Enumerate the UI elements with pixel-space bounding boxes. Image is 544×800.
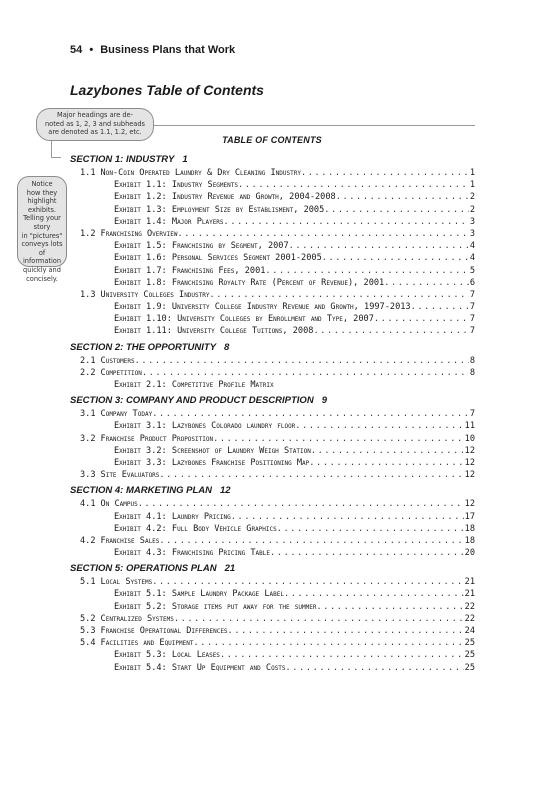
- toc-exhibit-row: [70, 601, 475, 613]
- entry-page-number: 12: [464, 445, 475, 456]
- entry-text: Exhibit 3.2: Screenshot of Laundry Weigh Station: [114, 445, 311, 456]
- toc-exhibit-row: [70, 216, 475, 228]
- entry-page-number: 8: [469, 355, 475, 366]
- dot-leader: [228, 625, 464, 637]
- entry-text: Exhibit 5.3: Local Leases: [114, 650, 220, 661]
- dot-leader: [135, 355, 469, 367]
- entry-page-number: 25: [464, 650, 475, 661]
- subhead-number: 5.4: [80, 638, 96, 649]
- subhead-number: 3.2: [80, 433, 96, 444]
- book-title: Business Plans that Work: [100, 44, 236, 56]
- entry-text: Exhibit 3.3: Lazybones Franchise Positioning Map: [114, 457, 310, 468]
- dot-leader: [159, 535, 463, 547]
- dot-leader: [309, 457, 463, 469]
- dot-leader: [138, 498, 464, 510]
- toc-exhibit-row: [70, 379, 475, 391]
- subhead-number: 2.1: [80, 355, 96, 366]
- entry-text: Exhibit 1.10: University Colleges by Enrollment and Type, 2007: [114, 314, 374, 325]
- toc-subhead-row: [70, 637, 475, 649]
- toc-exhibit-row: [70, 649, 475, 661]
- entry-page-number: 7: [469, 409, 475, 420]
- entry-text: Exhibit 5.1: Sample Laundry Package Label: [114, 589, 284, 600]
- entry-text: University Colleges Industry: [100, 289, 210, 300]
- subhead-number: 2.2: [80, 367, 96, 378]
- entry-page-number: 12: [464, 457, 475, 468]
- toc-exhibit-row: [70, 191, 475, 203]
- dot-leader: [411, 301, 469, 313]
- dot-leader: [284, 588, 464, 600]
- entry-page-number: 12: [464, 499, 475, 510]
- dot-leader: [322, 252, 469, 264]
- section-heading: [70, 393, 475, 408]
- entry-page-number: 7: [469, 289, 475, 300]
- entry-page-number: 1: [469, 180, 475, 191]
- entry-text: Exhibit 5.2: Storage items put away for the summer: [114, 601, 317, 612]
- dot-leader: [159, 469, 463, 481]
- toc-subhead-row: [70, 625, 475, 637]
- callout-line: conveys lots of: [21, 240, 63, 257]
- toc-subhead-row: [70, 355, 475, 367]
- entry-page-number: 18: [464, 535, 475, 546]
- dot-leader: [289, 240, 469, 252]
- subhead-number: 3.1: [80, 409, 96, 420]
- dot-leader: [270, 547, 464, 559]
- toc-exhibit-row: [70, 265, 475, 277]
- subhead-number: 1.1: [80, 168, 96, 178]
- section-heading: [70, 561, 475, 576]
- section-title: SECTION 5: OPERATIONS PLAN: [70, 563, 217, 575]
- toc-exhibit-row: [70, 313, 475, 325]
- entry-text: Exhibit 4.2: Full Body Vehicle Graphics: [114, 523, 277, 534]
- page-number: 54: [70, 44, 83, 56]
- entry-text: Exhibit 1.2: Industry Revenue and Growth, 2004-2008: [114, 192, 336, 203]
- dot-leader: [142, 367, 469, 379]
- section-page-number: 12: [219, 485, 231, 497]
- entry-page-number: 10: [464, 433, 475, 444]
- toc-exhibit-row: [70, 445, 475, 457]
- subhead-number: 5.3: [80, 626, 96, 636]
- subhead-number: 1.3: [80, 289, 96, 300]
- toc-subhead-row: [70, 433, 475, 445]
- entry-text: Exhibit 1.8: Franchising Royalty Rate (Percent of Revenue), 2001: [114, 277, 385, 288]
- dot-leader: [374, 313, 469, 325]
- toc-exhibit-row: [70, 662, 475, 674]
- toc-exhibit-row: [70, 252, 475, 264]
- toc-exhibit-row: [70, 457, 475, 469]
- callout-line: Telling your story: [23, 214, 61, 231]
- toc-subhead-row: [70, 167, 475, 179]
- entry-text: Exhibit 5.4: Start Up Equipment and Costs: [114, 662, 286, 673]
- entry-text: Exhibit 2.1: Competitive Profile Matrix: [114, 380, 274, 390]
- subhead-number: 1.2: [80, 228, 96, 239]
- toc-exhibit-row: [70, 325, 475, 337]
- entry-text: Exhibit 4.3: Franchising Pricing Table: [114, 548, 271, 559]
- dot-leader: [336, 191, 469, 203]
- entry-text: Exhibit 1.6: Personal Services Segment 2001-2005: [114, 253, 322, 264]
- section-heading: [70, 483, 475, 498]
- entry-page-number: 22: [464, 613, 475, 624]
- section-page-number: 1: [182, 154, 188, 165]
- document-title: Lazybones Table of Contents: [70, 82, 264, 98]
- section-title: SECTION 3: COMPANY AND PRODUCT DESCRIPTION: [70, 395, 314, 407]
- dot-leader: [295, 420, 463, 432]
- dot-leader: [174, 613, 464, 625]
- toc-exhibit-row: [70, 179, 475, 191]
- entry-text: Exhibit 1.1: Industry Segments: [114, 180, 238, 191]
- subhead-number: 4.2: [80, 535, 96, 546]
- toc-subhead-row: [70, 289, 475, 301]
- entry-text: Site Evaluators: [100, 470, 160, 481]
- toc-subhead-row: [70, 613, 475, 625]
- dot-leader: [177, 228, 468, 240]
- callout-line: information: [22, 257, 62, 266]
- entry-text: Exhibit 1.3: Employment Size by Establisment, 2005: [114, 204, 325, 215]
- subhead-number: 5.2: [80, 613, 96, 624]
- callout-line: concisely.: [26, 274, 58, 283]
- toc-subhead-row: [70, 535, 475, 547]
- callout-connector: [154, 125, 475, 126]
- entry-text: Exhibit 4.1: Laundry Pricing: [114, 511, 231, 522]
- dot-leader: [311, 445, 464, 457]
- entry-page-number: 21: [464, 577, 475, 588]
- section-title: SECTION 4: MARKETING PLAN: [70, 485, 212, 497]
- toc-exhibit-row: [70, 204, 475, 216]
- toc-subhead-row: [70, 576, 475, 588]
- entry-text: Exhibit 1.9: University College Industry Revenue and Growth, 1997-2013: [114, 302, 411, 313]
- dot-leader: [209, 289, 468, 301]
- dot-leader: [152, 408, 469, 420]
- section-heading: [70, 152, 475, 167]
- section-page-number: 9: [321, 395, 327, 407]
- entry-page-number: 3: [469, 228, 475, 239]
- toc-exhibit-row: [70, 301, 475, 313]
- entry-text: Customers: [100, 355, 135, 366]
- entry-page-number: 6: [469, 277, 475, 288]
- dot-leader: [277, 523, 464, 535]
- dot-leader: [231, 511, 464, 523]
- toc-exhibit-row: [70, 277, 475, 289]
- callout-line: are denoted as 1.1, 1.2, etc.: [48, 128, 142, 137]
- entry-page-number: 18: [464, 523, 475, 534]
- toc-exhibit-row: [70, 523, 475, 535]
- entry-text: Non-Coin Operated Laundry & Dry Cleaning Industry: [100, 168, 301, 178]
- dot-leader: [224, 216, 469, 228]
- dot-leader: [324, 204, 469, 216]
- callout-line: in "pictures": [21, 231, 63, 240]
- callout-line: Major headings are de-: [57, 111, 133, 119]
- toc-exhibit-row: [70, 420, 475, 432]
- entry-page-number: 8: [469, 367, 475, 378]
- entry-page-number: 11: [464, 421, 475, 432]
- entry-page-number: 25: [464, 638, 475, 649]
- entry-page-number: 1: [469, 168, 475, 178]
- entry-text: Company Today: [100, 409, 153, 420]
- entry-page-number: 20: [464, 548, 475, 559]
- callout-line: noted as 1, 2, 3 and subheads: [45, 119, 145, 128]
- entry-page-number: 24: [464, 626, 475, 636]
- entry-text: Competition: [100, 367, 142, 378]
- entry-text: Franchise Operational Differences: [100, 626, 228, 636]
- toc-subhead-row: [70, 498, 475, 510]
- table-of-contents: [70, 150, 475, 674]
- entry-page-number: 7: [469, 326, 475, 337]
- toc-exhibit-row: [70, 547, 475, 559]
- callout-line: quickly and: [23, 265, 61, 274]
- entry-page-number: 4: [469, 253, 475, 264]
- entry-page-number: 21: [464, 589, 475, 600]
- toc-subhead-row: [70, 228, 475, 240]
- entry-page-number: 5: [469, 265, 475, 276]
- callout-line: highlight exhibits.: [27, 197, 57, 214]
- entry-page-number: 2: [469, 204, 475, 215]
- entry-page-number: 7: [469, 314, 475, 325]
- dot-leader: [265, 265, 468, 277]
- callout-connector: [51, 157, 61, 158]
- section-heading: [70, 340, 475, 355]
- toc-exhibit-row: [70, 240, 475, 252]
- entry-page-number: 4: [469, 241, 475, 252]
- entry-text: Exhibit 3.1: Lazybones Colorado laundry floor: [114, 421, 296, 432]
- entry-text: Exhibit 1.7: Franchising Fees, 2001: [114, 265, 266, 276]
- dot-leader: [316, 601, 463, 613]
- callout-exhibits-note: [17, 176, 67, 283]
- dot-leader: [193, 637, 463, 649]
- entry-text: Local Systems: [100, 577, 153, 588]
- entry-text: Exhibit 1.4: Major Players: [114, 216, 224, 227]
- subhead-number: 4.1: [80, 499, 96, 510]
- toc-exhibit-row: [70, 588, 475, 600]
- entry-page-number: 12: [464, 470, 475, 481]
- callout-line: how they: [26, 188, 58, 197]
- dot-leader: [220, 649, 464, 661]
- section-page-number: 8: [224, 341, 230, 353]
- entry-text: Centralized Systems: [100, 613, 174, 624]
- entry-page-number: 22: [464, 601, 475, 612]
- dot-leader: [313, 325, 468, 337]
- dot-leader: [301, 167, 469, 179]
- entry-page-number: 25: [464, 662, 475, 673]
- subhead-number: 3.3: [80, 470, 96, 481]
- toc-exhibit-row: [70, 511, 475, 523]
- entry-page-number: 7: [469, 302, 475, 313]
- dot-leader: [213, 433, 464, 445]
- toc-subhead-row: [70, 469, 475, 481]
- section-title: SECTION 2: THE OPPORTUNITY: [70, 341, 217, 353]
- toc-subhead-row: [70, 367, 475, 379]
- toc-heading: TABLE OF CONTENTS: [222, 135, 322, 145]
- section-title: SECTION 1: INDUSTRY: [70, 154, 175, 165]
- subhead-number: 5.1: [80, 577, 96, 588]
- toc-subhead-row: [70, 408, 475, 420]
- dot-leader: [384, 277, 469, 289]
- entry-text: Franchising Overview: [100, 228, 178, 239]
- entry-text: Exhibit 1.5: Franchising by Segment, 2007: [114, 241, 289, 252]
- dot-leader: [152, 576, 463, 588]
- entry-page-number: 17: [464, 511, 475, 522]
- entry-text: Exhibit 1.11: University College Tuitions, 2008: [114, 326, 314, 337]
- bullet: •: [89, 44, 94, 56]
- dot-leader: [286, 662, 464, 674]
- entry-text: Franchise Sales: [100, 535, 160, 546]
- section-page-number: 21: [224, 563, 236, 575]
- running-head: [70, 44, 235, 56]
- callout-line: Notice: [31, 180, 53, 188]
- entry-text: Facilities and Equipment: [100, 638, 194, 649]
- entry-page-number: 3: [469, 216, 475, 227]
- entry-page-number: 2: [469, 192, 475, 203]
- dot-leader: [238, 179, 469, 191]
- entry-text: Franchise Product Proposition: [100, 433, 214, 444]
- entry-text: On Campus: [100, 499, 138, 510]
